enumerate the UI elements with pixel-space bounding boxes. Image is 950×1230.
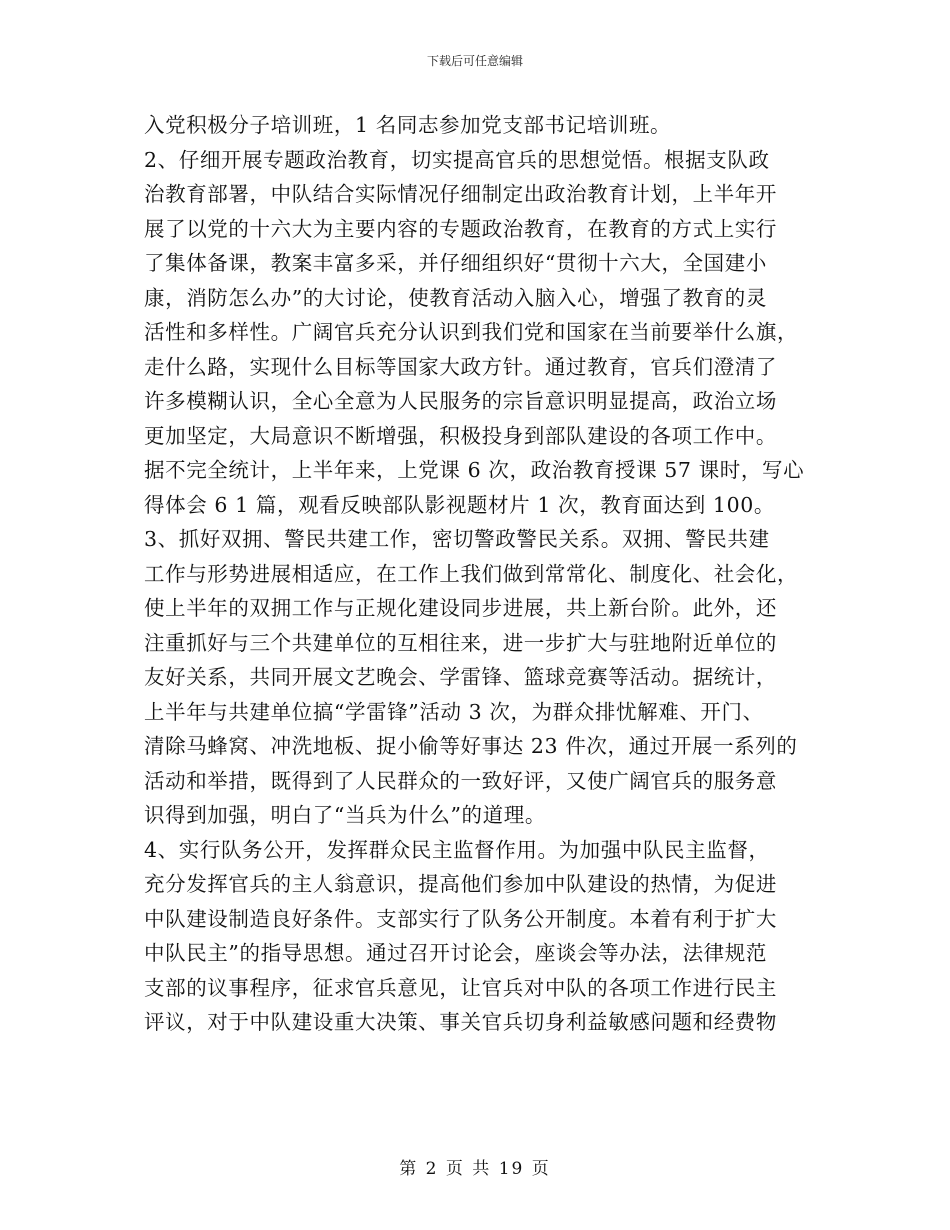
text-line: 注重抓好与三个共建单位的互相往来，进一步扩大与驻地附近单位的 [144, 630, 777, 655]
text-line: 活性和多样性。广阔官兵充分认识到我们党和国家在当前要举什么旗， [144, 320, 799, 344]
text-line: 上半年与共建单位搞“学雷锋”活动 3 次，为群众排忧解难、开门、 [144, 699, 764, 724]
text-line: 4、实行队务公开，发挥群众民主监督作用。为加强中队民主监督， [144, 837, 770, 862]
document-body [144, 108, 824, 1040]
text-line: 友好关系，共同开展文艺晚会、学雷锋、篮球竞赛等活动。据统计， [144, 665, 777, 689]
text-line: 评议，对于中队建设重大决策、事关官兵切身利益敏感问题和经费物 [144, 1010, 777, 1034]
text-line: 2、仔细开展专题政治教育，切实提高官兵的思想觉悟。根据支队政 [144, 147, 770, 172]
text-line: 支部的议事程序，征求官兵意见，让官兵对中队的各项工作进行民主 [144, 975, 777, 1000]
page-number-footer: 第 2 页 共 19 页 [399, 1159, 551, 1179]
text-line: 治教育部署，中队结合实际情况仔细制定出政治教育计划，上半年开 [144, 182, 777, 206]
text-line: 展了以党的十六大为主要内容的专题政治教育，在教育的方式上实行 [144, 216, 777, 241]
page-header: 下载后可任意编辑 [426, 54, 523, 68]
text-line: 了集体备课，教案丰富多采，并仔细组织好“贯彻十六大，全国建小 [144, 251, 767, 275]
text-line: 许多模糊认识，全心全意为人民服务的宗旨意识明显提高，政治立场 [144, 389, 777, 413]
text-line: 充分发挥官兵的主人翁意识，提高他们参加中队建设的热情，为促进 [144, 872, 777, 896]
text-line: 使上半年的双拥工作与正规化建设同步进展，共上新台阶。此外，还 [144, 596, 777, 620]
text-line: 中队建设制造良好条件。支部实行了队务公开制度。本着有利于扩大 [144, 906, 777, 931]
text-line: 3、抓好双拥、警民共建工作，密切警政警民关系。双拥、警民共建 [144, 527, 770, 551]
text-line: 中队民主”的指导思想。通过召开讨论会，座谈会等办法，法律规范 [144, 941, 767, 965]
text-line: 工作与形势进展相适应，在工作上我们做到常常化、制度化、社会化， [144, 561, 799, 586]
text-line: 据不完全统计，上半年来，上党课 6 次，政治教育授课 57 课时，写心 [144, 458, 805, 482]
text-line: 更加坚定，大局意识不断增强，积极投身到部队建设的各项工作中。 [144, 423, 777, 448]
text-line: 康，消防怎么办”的大讨论，使教育活动入脑入心，增强了教育的灵 [144, 285, 767, 310]
text-line: 得体会 6 1 篇，观看反映部队影视题材片 1 次，教育面达到 100。 [144, 492, 775, 517]
text-line: 清除马蜂窝、冲洗地板、捉小偷等好事达 23 件次，通过开展一系列的 [144, 734, 798, 758]
text-line: 活动和举措，既得到了人民群众的一致好评，又使广阔官兵的服务意 [144, 768, 777, 793]
text-line: 识得到加强，明白了“当兵为什么”的道理。 [144, 803, 546, 827]
text-line: 走什么路，实现什么目标等国家大政方针。通过教育，官兵们澄清了 [144, 354, 777, 379]
text-line: 入党积极分子培训班，1 名同志参加党支部书记培训班。 [144, 113, 672, 137]
